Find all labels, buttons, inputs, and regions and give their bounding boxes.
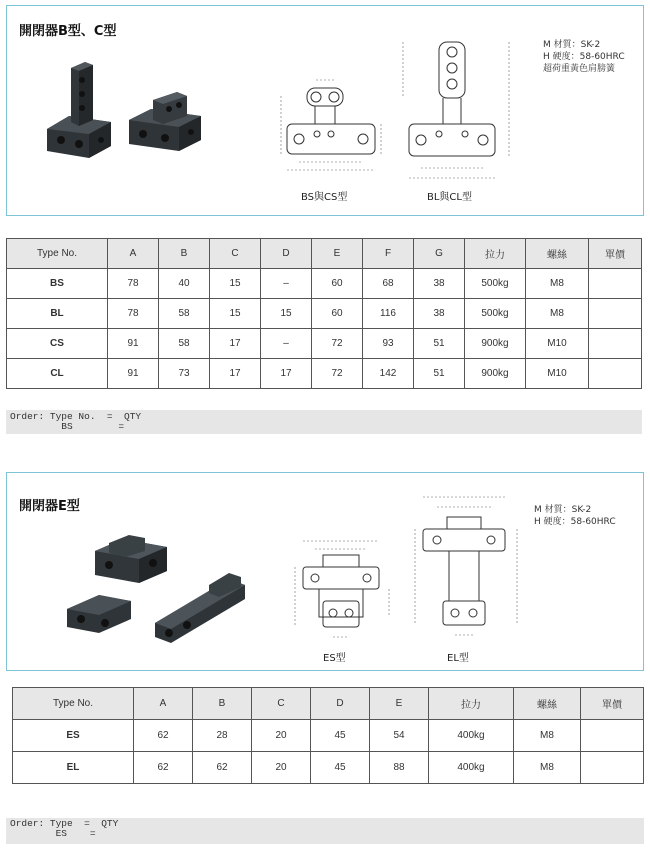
table-cell: 78 [108,269,159,299]
table-cell: 93 [363,329,414,359]
table-cell: BL [7,299,108,329]
bc-product-photo [41,54,211,164]
table-row [7,299,642,329]
table-cell: 116 [363,299,414,329]
column-header: F [363,239,414,269]
es-label: ES型 [323,653,346,664]
bl-cl-label: BL與CL型 [427,192,472,203]
table-cell: CS [7,329,108,359]
table-header-row [7,239,642,269]
column-header: 拉力 [429,688,514,720]
es-drawing [289,531,399,647]
table-cell: 142 [363,359,414,389]
column-header: A [134,688,193,720]
table-cell: M8 [526,269,589,299]
column-header: D [261,239,312,269]
price-cell [581,720,644,752]
table-cell: 78 [108,299,159,329]
price-cell [589,329,642,359]
table-cell: 91 [108,329,159,359]
table-cell: 15 [210,269,261,299]
spec-material: M 材質：SK-2 [543,40,601,50]
table-cell: 20 [252,720,311,752]
column-header: E [370,688,429,720]
table-cell: M10 [526,329,589,359]
column-header: B [193,688,252,720]
column-header: 單價 [589,239,642,269]
table-cell: 17 [210,329,261,359]
bc-spec-table [6,238,642,389]
table-cell: M8 [526,299,589,329]
spec-hardness: H 硬度：58-60HRC [543,52,625,62]
table-cell: 38 [414,269,465,299]
spec-block [543,39,625,75]
table-cell: 500kg [465,299,526,329]
table-cell: 400kg [429,720,514,752]
e-product-photo [59,523,259,649]
order-line: BS = [10,421,125,432]
table-cell: 500kg [465,269,526,299]
column-header: A [108,239,159,269]
price-cell [589,269,642,299]
table-cell: – [261,329,312,359]
order-box [6,818,644,844]
table-cell: ES [13,720,134,752]
table-cell: 45 [311,720,370,752]
table-row [13,720,644,752]
table-cell: 38 [414,299,465,329]
column-header: 拉力 [465,239,526,269]
column-header: C [210,239,261,269]
table-cell: BS [7,269,108,299]
table-cell: M10 [526,359,589,389]
table-cell: 62 [134,752,193,784]
table-cell: 58 [159,329,210,359]
table-cell: 900kg [465,329,526,359]
table-cell: 88 [370,752,429,784]
table-cell: 58 [159,299,210,329]
el-label: EL型 [447,653,469,664]
bc-type-panel [6,5,644,216]
table-cell: 900kg [465,359,526,389]
table-cell: 45 [311,752,370,784]
spec-material: M 材質：SK-2 [534,505,592,515]
table-row [7,359,642,389]
price-cell [581,752,644,784]
table-row [7,329,642,359]
column-header: G [414,239,465,269]
table-cell: 54 [370,720,429,752]
table-cell: 73 [159,359,210,389]
column-header: 螺絲 [514,688,581,720]
table-cell: 60 [312,269,363,299]
table-cell: 51 [414,329,465,359]
table-cell: 28 [193,720,252,752]
table-cell: M8 [514,720,581,752]
column-header: C [252,688,311,720]
table-cell: 62 [193,752,252,784]
order-line: Order: Type No. = QTY [10,411,142,422]
column-header: 螺絲 [526,239,589,269]
table-cell: – [261,269,312,299]
order-box [6,410,642,434]
table-cell: 72 [312,359,363,389]
column-header: Type No. [13,688,134,720]
table-cell: 68 [363,269,414,299]
column-header: B [159,239,210,269]
table-cell: M8 [514,752,581,784]
order-line: Order: Type = QTY [10,818,119,829]
bs-cs-drawing [277,66,397,186]
table-header-row [13,688,644,720]
table-cell: 72 [312,329,363,359]
table-cell: EL [13,752,134,784]
section-title: 開閉器E型 [19,499,80,514]
table-row [7,269,642,299]
e-spec-table [12,687,644,784]
table-cell: 51 [414,359,465,389]
order-line: ES = [10,828,96,839]
table-cell: 15 [210,299,261,329]
price-cell [589,359,642,389]
section-title: 開閉器B型、C型 [19,24,117,39]
price-cell [589,299,642,329]
bs-cs-label: BS與CS型 [301,192,348,203]
el-drawing [409,489,527,647]
table-cell: 60 [312,299,363,329]
spec-block [534,504,616,528]
table-row [13,752,644,784]
e-type-panel [6,472,644,671]
table-cell: 62 [134,720,193,752]
column-header: E [312,239,363,269]
bl-cl-drawing [399,28,519,186]
table-cell: 91 [108,359,159,389]
table-cell: 15 [261,299,312,329]
column-header: Type No. [7,239,108,269]
table-cell: 17 [261,359,312,389]
table-cell: 20 [252,752,311,784]
column-header: D [311,688,370,720]
table-cell: 17 [210,359,261,389]
spec-hardness: H 硬度：58-60HRC [534,517,616,527]
table-cell: 400kg [429,752,514,784]
column-header: 單價 [581,688,644,720]
spec-finish: 超荷重黃色肩膀簧 [543,64,616,74]
table-cell: 40 [159,269,210,299]
table-cell: CL [7,359,108,389]
